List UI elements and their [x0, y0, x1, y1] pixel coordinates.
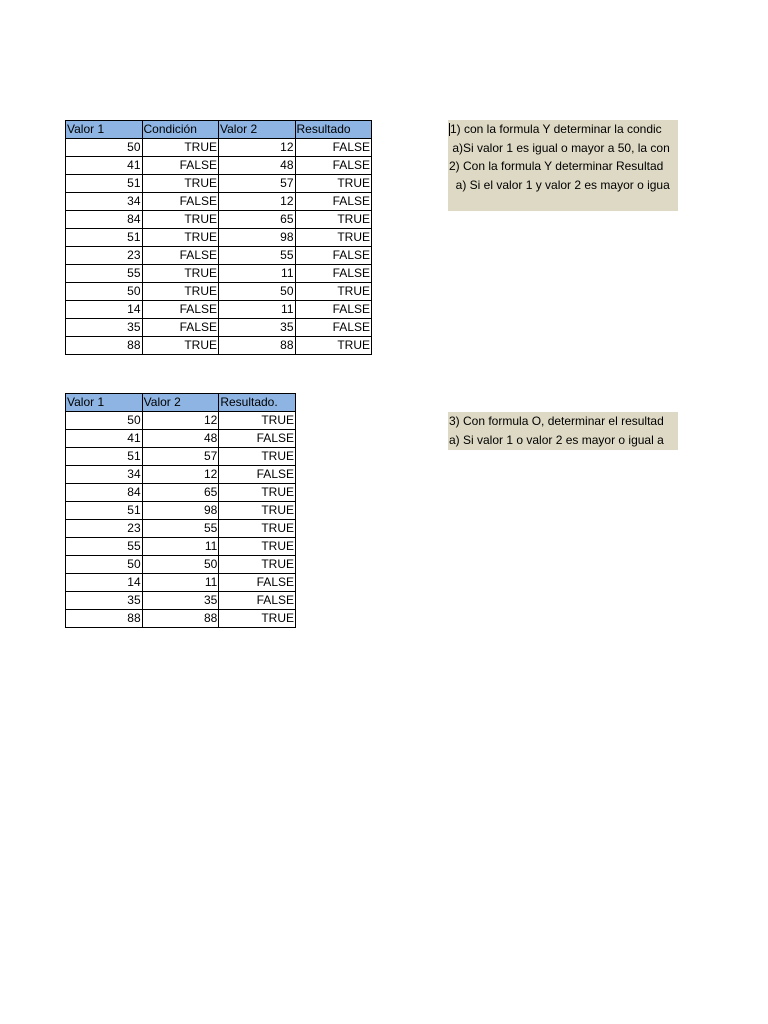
table-row [66, 520, 296, 538]
header-cell[interactable]: Valor 1 [66, 121, 143, 139]
table-row [66, 538, 296, 556]
table-cell[interactable]: 51 [66, 229, 143, 247]
table-cell[interactable]: TRUE [142, 211, 219, 229]
table-cell[interactable]: FALSE [295, 193, 372, 211]
table-cell[interactable]: FALSE [295, 265, 372, 283]
table-cell[interactable]: 98 [219, 229, 296, 247]
table-cell[interactable]: FALSE [295, 247, 372, 265]
table-cell[interactable]: 50 [66, 139, 143, 157]
table-cell[interactable]: FALSE [295, 139, 372, 157]
table-cell[interactable]: 11 [142, 574, 219, 592]
table-cell[interactable]: TRUE [142, 265, 219, 283]
table-cell[interactable]: FALSE [295, 301, 372, 319]
table-row [66, 574, 296, 592]
table-cell[interactable]: 50 [66, 283, 143, 301]
table-cell[interactable]: 12 [142, 466, 219, 484]
table-cell[interactable]: TRUE [142, 283, 219, 301]
table-row [66, 466, 296, 484]
table-cell[interactable]: TRUE [219, 556, 296, 574]
table-cell[interactable]: FALSE [142, 157, 219, 175]
table-cell[interactable]: TRUE [219, 520, 296, 538]
note-line: a) Si valor 1 o valor 2 es mayor o igual a [449, 432, 664, 447]
table-cell[interactable]: 34 [66, 466, 143, 484]
note-line: 3) Con formula O, determinar el resultad [449, 414, 664, 428]
table-cell[interactable]: 55 [66, 265, 143, 283]
table-cell[interactable]: 88 [142, 610, 219, 628]
table-header-row [66, 121, 372, 139]
or-formula-table [65, 393, 296, 628]
table-row [66, 175, 372, 193]
table-row [66, 229, 372, 247]
table-cell[interactable]: FALSE [219, 430, 296, 448]
table-cell[interactable]: 98 [142, 502, 219, 520]
condition-table [65, 120, 372, 355]
table-cell[interactable]: 35 [66, 592, 143, 610]
table-cell[interactable]: 12 [219, 193, 296, 211]
table-cell[interactable]: TRUE [142, 229, 219, 247]
table-row [66, 484, 296, 502]
table-cell[interactable]: 50 [66, 412, 143, 430]
table-cell[interactable]: 35 [142, 592, 219, 610]
table-cell[interactable]: FALSE [142, 193, 219, 211]
table-cell[interactable]: 84 [66, 484, 143, 502]
table-row [66, 193, 372, 211]
table-cell[interactable]: TRUE [295, 211, 372, 229]
table-row [66, 430, 296, 448]
table-cell[interactable]: TRUE [219, 502, 296, 520]
table-row [66, 592, 296, 610]
table-cell[interactable]: TRUE [295, 175, 372, 193]
table-cell[interactable]: 41 [66, 157, 143, 175]
table-cell[interactable]: TRUE [142, 139, 219, 157]
table-row [66, 247, 372, 265]
table-cell[interactable]: 11 [142, 538, 219, 556]
table-cell[interactable]: 51 [66, 175, 143, 193]
table-cell[interactable]: TRUE [295, 283, 372, 301]
table-cell[interactable]: 55 [66, 538, 143, 556]
table-cell[interactable]: FALSE [295, 157, 372, 175]
table-cell[interactable]: TRUE [295, 229, 372, 247]
table-cell[interactable]: 12 [219, 139, 296, 157]
table-cell[interactable]: FALSE [219, 466, 296, 484]
table-cell[interactable]: 88 [66, 610, 143, 628]
table-cell[interactable]: 50 [66, 556, 143, 574]
note-line: 1) con la formula Y determinar la condic [450, 122, 662, 136]
note-line: a) Si el valor 1 y valor 2 es mayor o igua [449, 177, 670, 192]
note-line: a)Si valor 1 es igual o mayor a 50, la con [449, 140, 670, 155]
table-row [66, 556, 296, 574]
table-cell[interactable]: FALSE [142, 247, 219, 265]
table-cell[interactable]: 41 [66, 430, 143, 448]
table-row [66, 448, 296, 466]
table-cell[interactable]: 48 [219, 157, 296, 175]
table-cell[interactable]: 57 [142, 448, 219, 466]
header-cell[interactable]: Condición [142, 121, 219, 139]
header-cell[interactable]: Valor 2 [142, 394, 219, 412]
table-cell[interactable]: 14 [66, 574, 143, 592]
table-cell[interactable]: 88 [66, 337, 143, 355]
table-row [66, 502, 296, 520]
table-cell[interactable]: 51 [66, 502, 143, 520]
table-cell[interactable]: FALSE [219, 574, 296, 592]
table-row [66, 610, 296, 628]
note-line: 2) Con la formula Y determinar Resultad [449, 159, 664, 173]
table-cell[interactable]: TRUE [219, 448, 296, 466]
table-row [66, 139, 372, 157]
table-cell[interactable]: TRUE [142, 175, 219, 193]
instructions-note-2[interactable] [448, 412, 678, 450]
table-cell[interactable]: 50 [219, 283, 296, 301]
table-cell[interactable]: TRUE [219, 538, 296, 556]
table-cell[interactable]: TRUE [142, 337, 219, 355]
table-row [66, 412, 296, 430]
table-cell[interactable]: 65 [219, 211, 296, 229]
table-cell[interactable]: FALSE [142, 301, 219, 319]
table-cell[interactable]: 35 [66, 319, 143, 337]
table-cell[interactable]: 34 [66, 193, 143, 211]
table-cell[interactable]: TRUE [219, 484, 296, 502]
header-cell[interactable]: Valor 2 [219, 121, 296, 139]
table-cell[interactable]: 84 [66, 211, 143, 229]
instructions-note-1[interactable] [448, 120, 678, 211]
table-row [66, 157, 372, 175]
table-cell[interactable]: 51 [66, 448, 143, 466]
table-cell[interactable]: 65 [142, 484, 219, 502]
table-cell[interactable]: FALSE [295, 319, 372, 337]
table-row [66, 283, 372, 301]
table-cell[interactable]: TRUE [295, 337, 372, 355]
table-cell[interactable]: 88 [219, 337, 296, 355]
table-cell[interactable]: 12 [142, 412, 219, 430]
table-cell[interactable]: 23 [66, 520, 143, 538]
table-row [66, 211, 372, 229]
table-cell[interactable]: 11 [219, 265, 296, 283]
table-cell[interactable]: 57 [219, 175, 296, 193]
table-cell[interactable]: 23 [66, 247, 143, 265]
header-cell[interactable]: Resultado. [219, 394, 296, 412]
table-row [66, 319, 372, 337]
table-cell[interactable]: 14 [66, 301, 143, 319]
table-cell[interactable]: TRUE [219, 412, 296, 430]
table-cell[interactable]: TRUE [219, 610, 296, 628]
table-cell[interactable]: 55 [142, 520, 219, 538]
table-cell[interactable]: 48 [142, 430, 219, 448]
table-cell[interactable]: 11 [219, 301, 296, 319]
table-cell[interactable]: 35 [219, 319, 296, 337]
table-row [66, 265, 372, 283]
table-row [66, 337, 372, 355]
header-cell[interactable]: Valor 1 [66, 394, 143, 412]
table-cell[interactable]: 50 [142, 556, 219, 574]
table-cell[interactable]: FALSE [219, 592, 296, 610]
header-cell[interactable]: Resultado [295, 121, 372, 139]
table-cell[interactable]: FALSE [142, 319, 219, 337]
table-cell[interactable]: 55 [219, 247, 296, 265]
table-row [66, 301, 372, 319]
table-header-row [66, 394, 296, 412]
